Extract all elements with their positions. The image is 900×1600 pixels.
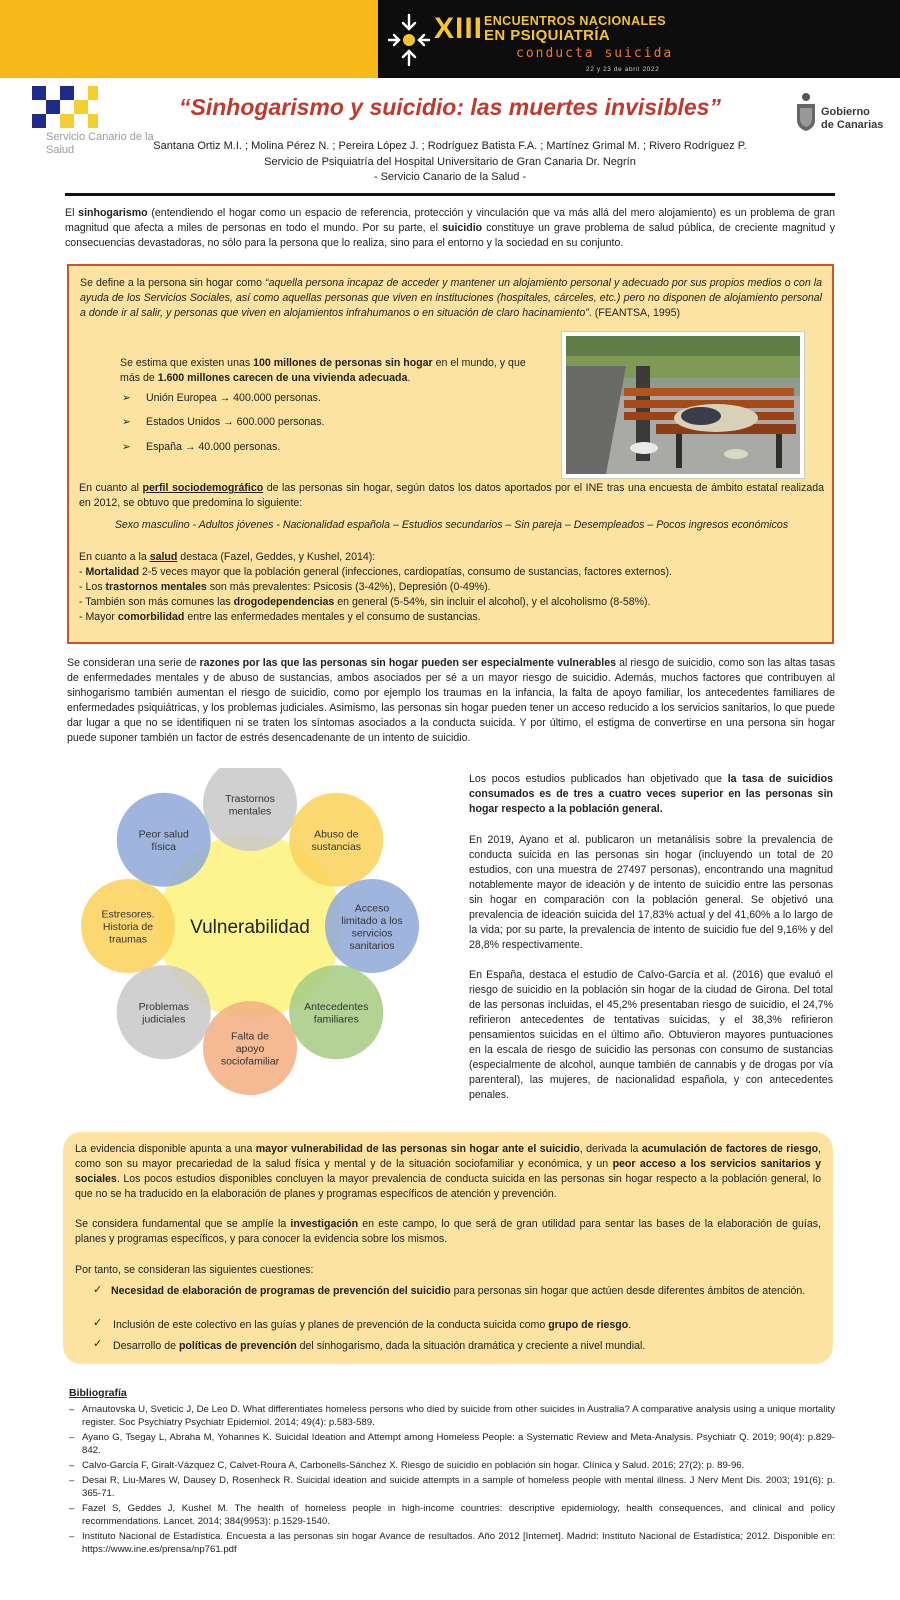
banner-subtitle: conducta suicida <box>516 46 674 61</box>
list-item: ➢ Estados Unidos → 600.000 personas. <box>122 416 325 428</box>
conclusion-p1: La evidencia disponible apunta a una mayor vulnerabilidad de las personas sin hogar ante el suicidio, derivada la acumulación de factores de riesgo, como son su mayor precariedad de la salud física y mental y de la situación sociofamiliar y económica, y un peor acceso a los servicios sanitarios y sociales. Los pocos estudios disponibles concluyen la mayor prevalencia de conducta suicida en las personas sin hogar respecto a la población general, lo que no se ha traducido en la elaboración de planes y programas específicos de atención y prevención. <box>75 1143 822 1200</box>
node-label: física <box>151 840 176 853</box>
salud-item: - También son más comunes las drogodependencias en general (5-54%, sin incluir el alcohol), y el alcoholismo (8-58%). <box>79 596 651 608</box>
conclusion-p2: Se considera fundamental que se amplíe la investigación en este campo, lo que será de gran utilidad para sentar las bases de la elaboración de guías, planes y programas específicos, y para conocer la evidencia sobre los mismos. <box>75 1218 821 1245</box>
header-divider <box>65 193 835 196</box>
diagram-node-trastornos <box>203 768 297 851</box>
perfil-paragraph: En cuanto al perfil sociodemográfico de las personas sin hogar, según datos los datos aportados por el INE tras una encuesta de ámbito estatal realizada en 2012, se obtuvo que predomina lo siguiente: <box>79 482 824 509</box>
node-label: Peor salud <box>138 828 189 841</box>
node-label: limitado a los <box>341 914 403 927</box>
node-label: Trastornos <box>225 792 275 805</box>
scs-label: Servicio Canario de la Salud <box>46 131 154 156</box>
node-label: Abuso de <box>314 828 359 841</box>
compass-arrows-icon <box>386 12 432 68</box>
list-item: ➢ Unión Europea → 400.000 personas. <box>122 392 321 404</box>
authors: Santana Ortiz M.I. ; Molina Pérez N. ; Pereira López J. ; Rodríguez Batista F.A. ; Martínez Grimal M. ; Rivero Rodríguez P. <box>153 140 747 152</box>
diagram-node-salud-fisica <box>117 793 211 887</box>
node-label: judiciales <box>142 1013 186 1026</box>
salud-item: - Mayor comorbilidad entre las enfermedades mentales y el consumo de sustancias. <box>79 611 481 623</box>
node-label: Problemas <box>138 1001 189 1014</box>
node-label: servicios <box>351 927 393 940</box>
conclusion-p3: Por tanto, se consideran las siguientes cuestiones: <box>75 1264 314 1276</box>
definition-paragraph: Se define a la persona sin hogar como “aquella persona incapaz de acceder y mantener un alojamiento personal y adecuado por sus propios medios o con la ayuda de los Servicios Sociales, así como aquellas personas que viven en instituciones (hospitales, cárceles, etc.) pero no disponen de alojamiento personal a donde ir al salir, y personas que viven en alojamientos infrahumanos o en situación de claro hacinamiento”. (FEANTSA, 1995) <box>80 277 822 319</box>
poster-title: “Sinhogarismo y suicidio: las muertes invisibles” <box>179 94 721 120</box>
homeless-bench-photo <box>561 331 805 479</box>
diagram-node-estresores <box>81 879 175 973</box>
node-label: sanitarios <box>349 939 395 952</box>
reference-item: – Calvo-García F, Giralt-Vázquez C, Calvet-Roura A, Carbonells-Sánchez X. Riesgo de suicidio en población sin hogar. Clínica y Salud. 2016; 27(2): p. 89-96. <box>69 1460 745 1471</box>
node-label: apoyo <box>235 1043 265 1055</box>
intro-paragraph: El sinhogarismo (entendiendo el hogar como un espacio de referencia, protección y vinculación que va más allá del mero alojamiento) es un problema de gran magnitud que afecta a miles de personas en todo el mundo. Por su parte, el suicidio constituye un grave problema de salud pública, de creciente magnitud y consecuencias devastadoras, no sólo para la persona que lo realiza, sino para el entorno y la sociedad en su conjunto. <box>65 207 836 249</box>
affiliation-sub: - Servicio Canario de la Salud - <box>373 171 527 183</box>
diagram-node-abuso <box>289 793 383 887</box>
bibliography-title: Bibliografía <box>69 1387 127 1399</box>
node-label: Antecedentes <box>304 1001 369 1014</box>
salud-item: - Mortalidad 2-5 veces mayor que la población general (infecciones, cardiopatías, consumo de sustancias, factores externos). <box>79 566 672 578</box>
conclusion-item-3: Desarrollo de políticas de prevención del sinhogarismo, dada la situación dramática y creciente a nivel mundial. <box>113 1340 646 1352</box>
bench-photo-image <box>566 336 800 474</box>
right-p2: En 2019, Ayano et al. publicaron un metanálisis sobre la prevalencia de conducta suicida en las personas sin hogar (incluyendo un total de 20 estudios, con una muestra de 27497 personas), encontrando una magnitud notablemente mayor de ideación y de intento de suicidio entre las personas sin hogar en comparación con la población general. Se objetivó una prevalencia de ideación suicida del 17,83% actual y del 41,60% a lo largo de la vida; por su parte, la prevalencia de intento de suicidio fue del 9,16% y del 28,8% respectivamente. <box>469 834 833 951</box>
razones-paragraph: Se consideran una serie de razones por las que las personas sin hogar pueden ser especialmente vulnerables al riesgo de suicidio, como son las altas tasas de enfermedades mentales y de abuso de sustancias, ambos asociados per sé a un mayor riesgo de suicidio. Además, muchos factores que contribuyen al sinhogarismo también aumentan el riesgo de suicidio, como por ejemplo los traumas en la infancia, la falta de apoyo familiar, los antecedentes familiares de enfermedades psiquiátricas, y los problemas judiciales. Asimismo, las personas sin hogar pueden tener un acceso reducido a los servicios sanitarios, lo que puede dar lugar a que no se identifiquen ni se traten los síntomas asociados a la conducta suicida. Y por último, el estigma de convertirse en una persona sin hogar puede suponer también un factor de estrés desencadenante de un intento de suicidio. <box>67 657 835 744</box>
authors-block <box>140 139 760 186</box>
node-label: familiares <box>313 1013 359 1026</box>
diagram-node-problemas <box>117 965 211 1059</box>
diagram-node-acceso <box>325 879 419 973</box>
check-icon: ✓ <box>93 1316 103 1329</box>
reference-item: – Arnautovska U, Sveticic J, De Leo D. What differentiates homeless persons who died by suicide from other suicides in Australia? A comparative analysis using a unique mortality register. Soc Psychiatry Psychiatr Epidemiol. 2014; 49(4): p.583-589. <box>69 1404 835 1428</box>
right-p3: En España, destaca el estudio de Calvo-García et al. (2016) que evaluó el riesgo de suicidio en la población sin hogar de la ciudad de Girona. Del total de las personas incluidas, el 45,2% presentaban riesgo de suicidio, el 24,7% refirieron antecedentes de tentativas suicidas, y el 38,3% refirieron pensamientos suicidas en el último año. Obtuvieron mayores puntuaciones en la escala de riesgo de suicidio las personas con consumo de sustancias (especialmente de alcohol, aunque también de cannabis y de drogas por vía parenteral), las mujeres, de nacionalidad española, y con antecedentes penales. <box>469 969 833 1101</box>
affiliation: Servicio de Psiquiatría del Hospital Universitario de Gran Canaria Dr. Negrín <box>264 155 636 168</box>
check-icon: ✓ <box>93 1283 103 1296</box>
conclusion-item-2: Inclusión de este colectivo en las guías y planes de prevención de la conducta suicida como grupo de riesgo. <box>113 1319 632 1331</box>
gobierno-label: Gobierno de Canarias <box>821 106 884 131</box>
banner-line-1: ENCUENTROS NACIONALES <box>484 14 667 28</box>
banner-roman-numeral: XIII <box>434 12 484 45</box>
diagram-node-falta-apoyo <box>203 1001 297 1095</box>
node-label: sociofamiliar <box>220 1055 280 1068</box>
reference-item: – Instituto Nacional de Estadística. Encuesta a las personas sin hogar Avance de resultados. Año 2012 [Internet]. Madrid: Instituto Nacional de Estadística; 2012. Disponible en: https://www.ine.es/prensa/np761.pdf <box>69 1531 835 1555</box>
banner-yellow-block <box>0 0 378 78</box>
reference-item: – Desai R, Liu-Mares W, Dausey D, Rosenheck R. Suicidal ideation and suicide attempts in a sample of homeless people with mental illness. J Nerv Ment Dis. 2003; 191(6): p. 365-71. <box>69 1475 835 1499</box>
node-label: sustancias <box>311 840 362 853</box>
conclusion-item-1: Necesidad de elaboración de programas de prevención del suicidio para personas sin hogar que actúen desde diferentes ámbitos de atención. <box>111 1285 806 1297</box>
check-icon: ✓ <box>93 1337 103 1350</box>
reference-item: – Ayano G, Tsegay L, Abraha M, Yohannes K. Suicidal Ideation and Attempt among Homeless People: a Systematic Review and Meta-Analysis. Psychiatr Q. 2019; 90(4): p.829-842. <box>69 1432 835 1456</box>
estimate-paragraph: Se estima que existen unas 100 millones de personas sin hogar en el mundo, y que más de 1.600 millones carecen de una vivienda adecuada. <box>120 357 526 384</box>
list-item: ➢ España → 40.000 personas. <box>122 441 281 453</box>
scs-logo-icon <box>32 86 102 130</box>
node-label: Acceso <box>354 902 390 915</box>
center-label: Vulnerabilidad <box>190 917 310 938</box>
banner-line-2: EN PSIQUIATRÍA <box>484 27 611 44</box>
right-p1: Los pocos estudios publicados han objetivado que la tasa de suicidios consumados es de tres a cuatro veces superior en las personas sin hogar respecto a la población general. <box>469 773 833 815</box>
node-label: traumas <box>109 933 147 946</box>
salud-paragraph: En cuanto a la salud destaca (Fazel, Geddes, y Kushel, 2014): - Mortalidad 2-5 veces mayor que la población general (infecciones, cardiopatías, consumo de sustancias, factores externos). - Los trastornos mentales son más prevalentes: Psicosis (3-42%), Depresión (0-49%). - También son más comunes las drogodependencias en general (5-54%, sin incluir el alcohol), y el alcoholismo (8-58%). - Mayor comorbilidad entre las enfermedades mentales y el consumo de sustancias. <box>79 550 824 625</box>
perfil-summary: Sexo masculino - Adultos jóvenes - Nacionalidad española – Estudios secundarios – Sin pareja – Desempleados – Pocos ingresos económicos <box>114 519 789 531</box>
reference-item: – Fazel S, Geddes J, Kushel M. The health of homeless people in high-income countries: descriptive epidemiology, health consequences, and clinical and policy recommendations. Lancet. 2014; 384(9953): p.1529-1540. <box>69 1503 835 1527</box>
diagram-node-antecedentes <box>289 965 383 1059</box>
salud-item: - Los trastornos mentales son más prevalentes: Psicosis (3-42%), Depresión (0-49%). <box>79 581 491 593</box>
node-label: Falta de <box>231 1030 269 1043</box>
node-label: Historia de <box>102 921 154 933</box>
banner-date: 22 y 23 de abril 2022 <box>586 66 660 73</box>
vulnerability-diagram <box>78 768 438 1128</box>
gobierno-shield-icon <box>794 92 818 132</box>
node-label: Estresores. <box>101 908 155 921</box>
node-label: mentales <box>228 805 272 818</box>
conference-banner <box>0 0 900 78</box>
